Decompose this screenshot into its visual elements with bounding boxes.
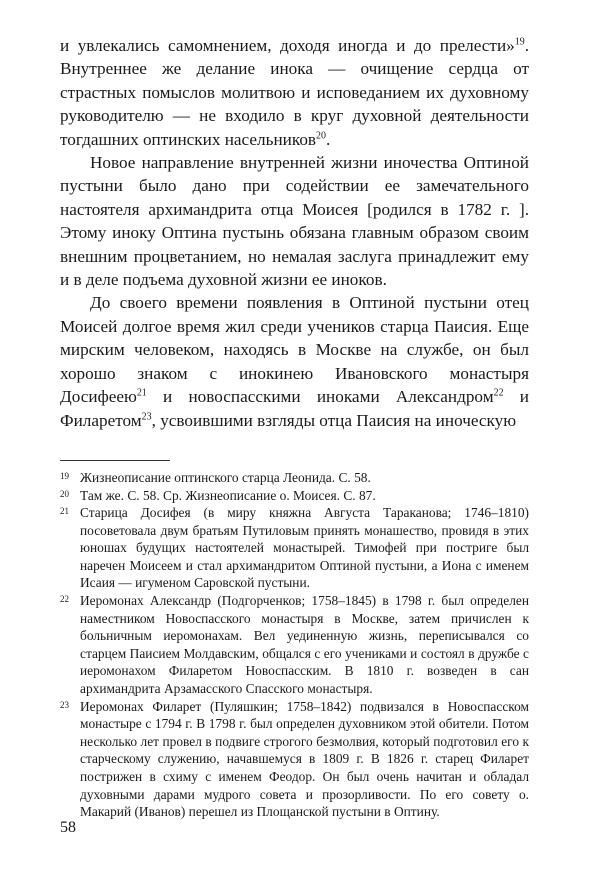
- text-run: и Филаретом: [60, 387, 529, 430]
- footnote-text: Жизнеописание оптинского старца Леонида. С. 58.: [80, 469, 371, 485]
- footnote-number: 22: [60, 594, 69, 605]
- text-run: и увлекались самомнением, доходя иногда и до прелести»: [60, 36, 515, 55]
- text-run: , усвоившими взгляды отца Паисия на иноческую: [151, 410, 517, 430]
- text-run: . Внутреннее же делание инока — очищение сердца от страстных помыслов молитвою и исповеданием их духовному руководителю — не входило в круг духовной деятельности тогдашних оптинских насельников: [60, 36, 529, 149]
- footnote-text: Старица Досифея (в миру княжна Августа Тараканова; 1746–1810) посоветовала двум братьям Путиловым принять монашество, провидя в этих юношах будущих настоятелей монастырей. Тимофей при постриге был наречен Моисеем и стал архимандритом Оптиной пустыни, а Иона с именем Исаия — игуменом Саровской пустыни.: [80, 505, 529, 591]
- footnote-text: Там же. С. 58. Ср. Жизнеописание о. Моисея. С. 87.: [80, 487, 376, 503]
- footnotes: [60, 469, 529, 821]
- text-run: До своего времени появления в Оптиной пустыни отец Моисей долгое время жил среди учеников старца Паисия. Еще мирским человеком, находясь в Москве на службе, он был хорошо знаком с инокинею Ивановского монастыря Досифеею: [60, 293, 529, 407]
- footnote: [60, 504, 529, 592]
- paragraph: [60, 291, 529, 431]
- footnote-divider: [60, 460, 170, 461]
- footnote-text: Иеромонах Александр (Подгорченков; 1758–1845) в 1798 г. был определен наместником Новоспасского монастыря в Москве, затем причислен к больничным иеромонахам. Вел уединенную жизнь, переписывался со старцем Паисием Молдавским, общался с его учениками и состоял в дружбе с иеромонахом Филаретом Новоспасским. В 1810 г. возведен в сан архимандрита Арзамасского Спасского монастыря.: [80, 593, 529, 697]
- footnote-text: Иеромонах Филарет (Пуляшкин; 1758–1842) подвизался в Новоспасском монастыре с 1794 г. В 1798 г. был определен духовником этой обители. Потом несколько лет провел в подвиге строгого безмолвия, который подготовил его к старческому служению, начавшемуся в 1809 г. В 1826 г. старец Филарет пострижен в схиму с именем Феодор. Он был очень начитан и обладал духовными дарами мудрого совета и прозорливости. По его совету о. Макарий (Иванов) перешел из Площанской пустыни в Оптину.: [80, 698, 529, 820]
- text-run: и новоспасскими иноками Александром: [146, 387, 494, 407]
- page-number: 58: [60, 819, 76, 836]
- footnote-number: 20: [60, 488, 69, 499]
- footnote: [60, 592, 529, 698]
- footnote-number: 23: [60, 699, 69, 710]
- footnote: [60, 698, 529, 821]
- text-run: Новое направление внутренней жизни иночества Оптиной пустыни было дано при содействии ее замечательного настоятеля архимандрита отца Моисея [родился в 1782 г. ]. Этому иноку Оптина пустынь обязана главным образом своим внешним процветанием, но немалая заслуга принадлежит ему и в деле подъема духовной жизни ее иноков.: [60, 153, 529, 290]
- footnote: [60, 469, 529, 487]
- main-text: [60, 34, 529, 432]
- page-body: [60, 34, 529, 821]
- footnote-ref: 20: [316, 129, 326, 141]
- footnote-ref: 19: [514, 36, 525, 48]
- text-run: .: [326, 129, 331, 149]
- footnote-ref: 23: [141, 410, 152, 422]
- paragraph: [60, 34, 529, 151]
- footnote-number: 21: [60, 506, 69, 517]
- footnote: [60, 487, 529, 505]
- paragraph: [60, 151, 529, 291]
- footnote-ref: 22: [493, 387, 504, 399]
- footnote-number: 19: [60, 470, 69, 481]
- footnote-ref: 21: [136, 387, 147, 399]
